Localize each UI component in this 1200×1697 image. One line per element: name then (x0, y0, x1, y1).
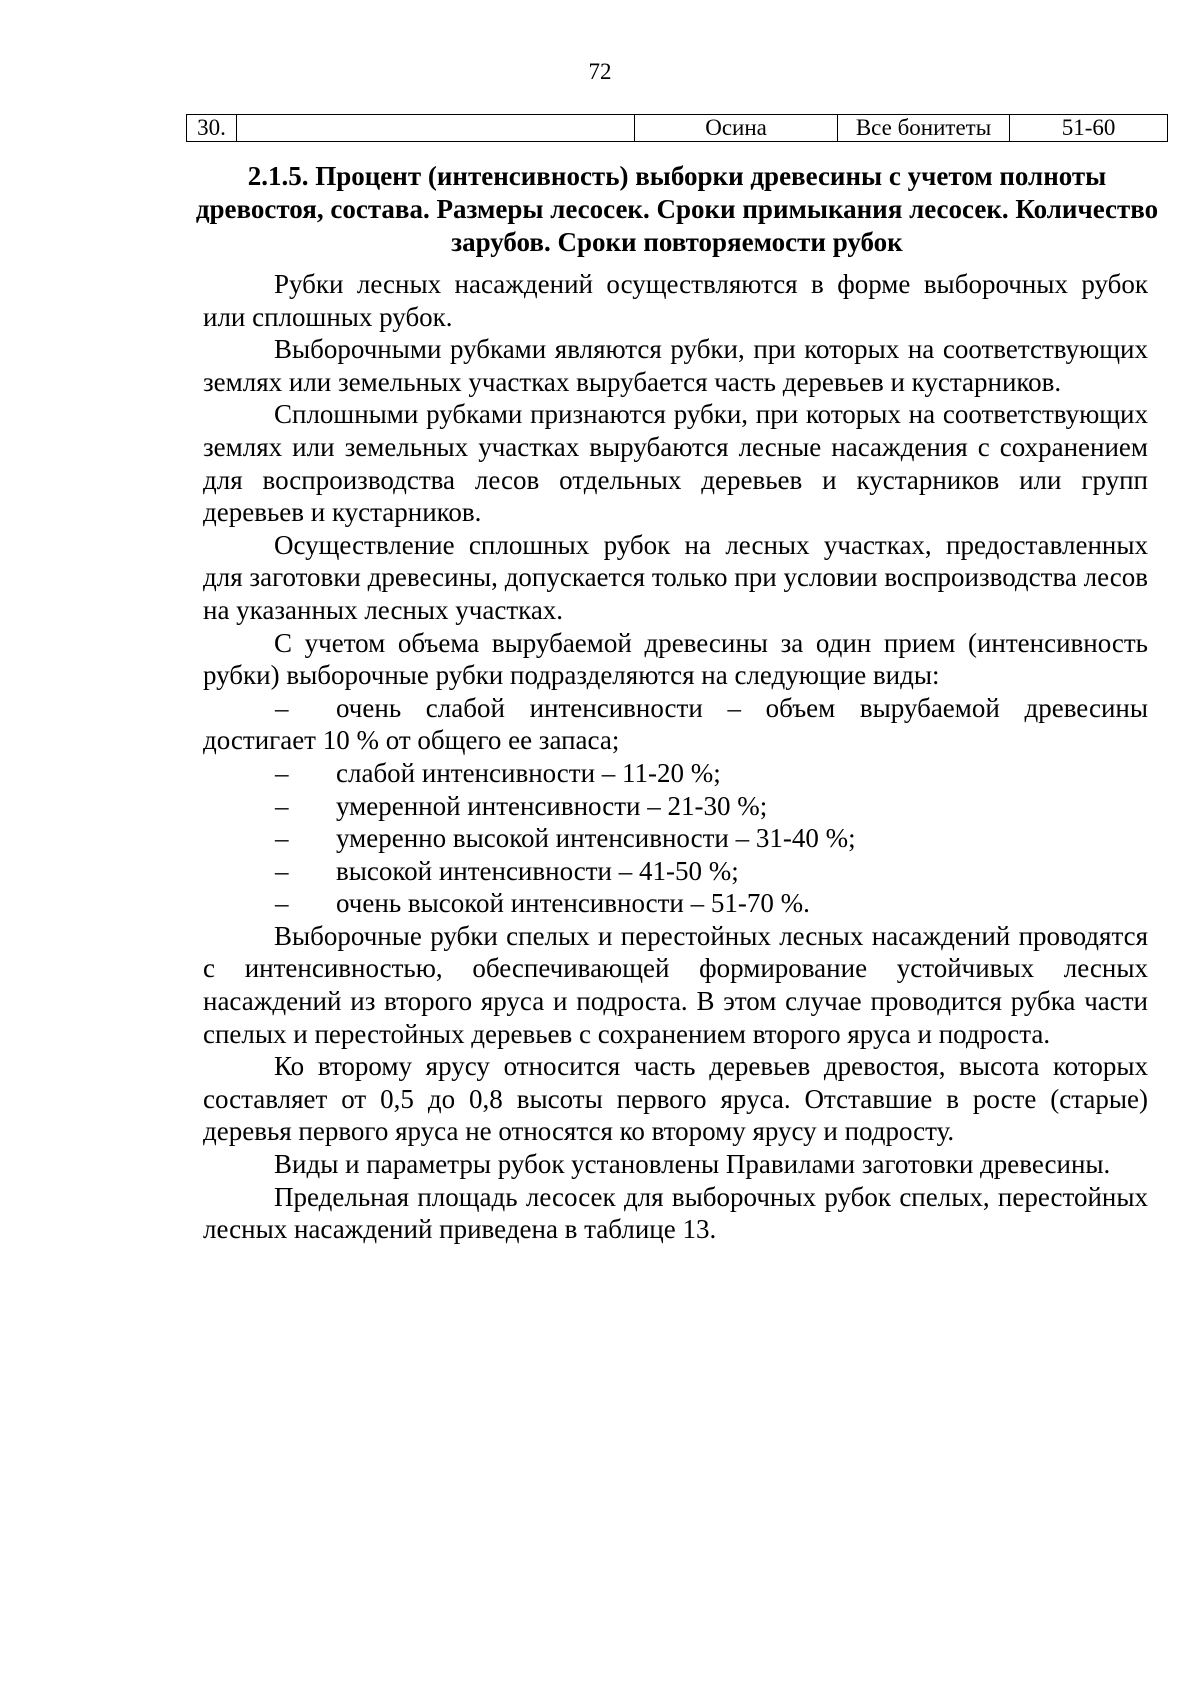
list-item-text: умеренно высокой интенсивности – 31-40 %; (336, 823, 856, 854)
page-number: 72 (588, 59, 612, 84)
dash-marker: – (275, 855, 289, 886)
paragraph: Ко второму ярусу относится часть деревьев древостоя, высота которых составляет от 0,5 до 0,8 высоты первого яруса. Отставшие в росте (старые) деревья первого яруса не относятся ко второму ярусу и подросту. (203, 1051, 1148, 1147)
age-cell: 51-60 (1010, 115, 1168, 142)
paragraph: Предельная площадь лесосек для выборочных рубок спелых, перестойных лесных насаждений приведена в таблице 13. (203, 1181, 1148, 1245)
paragraph: Рубки лесных насаждений осуществляются в форме выборочных рубок или сплошных рубок. (203, 269, 1148, 332)
dash-marker: – (275, 888, 289, 919)
dash-marker: – (275, 757, 289, 788)
list-item (203, 855, 1148, 888)
section-heading: 2.1.5. Процент (интенсивность) выборки древесины с учетом полноты древостоя, состава. Размеры лесосек. Сроки примыкания лесосек. Количество зарубов. Сроки повторяемости рубок (195, 161, 1159, 257)
dash-marker: – (275, 790, 289, 821)
list-item (203, 887, 1148, 920)
paragraph: С учетом объема вырубаемой древесины за один прием (интенсивность рубки) выборочные рубки подразделяются на следующие виды: (203, 627, 1148, 691)
table-fragment (186, 114, 1168, 142)
dash-marker: – (275, 692, 289, 723)
paragraph: Сплошными рубками признаются рубки, при которых на соответствующих землях или земельных участках вырубаются лесные насаждения с сохранением для воспроизводства лесов отдельных деревьев и кустарников или групп деревьев и кустарников. (203, 399, 1148, 528)
list-item-text: умеренной интенсивности – 21-30 %; (336, 790, 768, 821)
paragraph: Виды и параметры рубок установлены Правилами заготовки древесины. (274, 1149, 1111, 1180)
paragraph: Выборочными рубками являются рубки, при которых на соответствующих землях или земельных участках вырубается часть деревьев и кустарников. (203, 334, 1148, 397)
list-item (203, 757, 1148, 790)
species-cell: Осина (635, 115, 838, 142)
bonitet-cell: Все бонитеты (837, 115, 1009, 142)
list-item-text: очень высокой интенсивности – 51-70 %. (336, 888, 810, 919)
empty-cell (236, 115, 634, 142)
list-item (203, 790, 1148, 823)
list-item-text: высокой интенсивности – 41-50 %; (336, 855, 739, 886)
list-item (203, 822, 1148, 855)
table-row (187, 115, 1168, 142)
list-item (203, 692, 1148, 757)
body-text (203, 268, 1148, 1246)
paragraph: Выборочные рубки спелых и перестойных лесных насаждений проводятся с интенсивностью, обеспечивающей формирование устойчивых лесных насаждений из второго яруса и подроста. В этом случае проводится рубка части спелых и перестойных деревьев с сохранением второго яруса и подроста. (203, 920, 1148, 1049)
row-number-cell: 30. (187, 115, 237, 142)
paragraph: Осуществление сплошных рубок на лесных участках, предоставленных для заготовки древесины, допускается только при условии воспроизводства лесов на указанных лесных участках. (203, 529, 1148, 625)
list-item-text: слабой интенсивности – 11-20 %; (336, 757, 721, 788)
list-item-text: очень слабой интенсивности – объем вырубаемой древесины достигает 10 % от общего ее запаса; (203, 692, 1148, 756)
dash-marker: – (275, 823, 289, 854)
